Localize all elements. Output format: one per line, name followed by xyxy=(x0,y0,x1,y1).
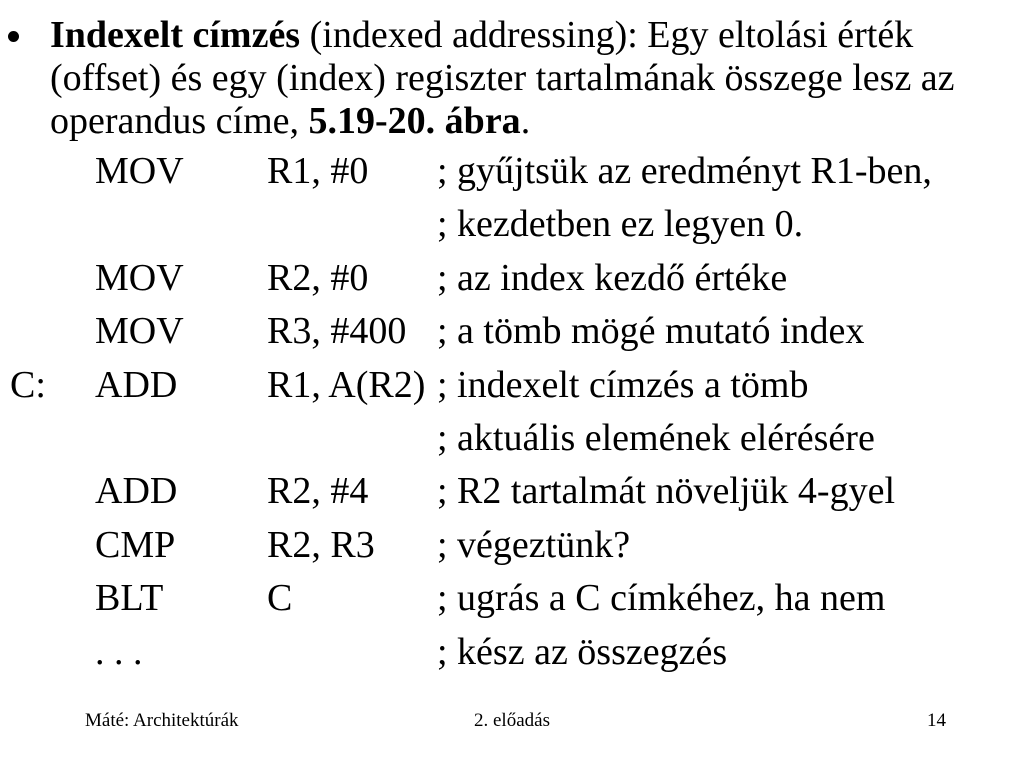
code-row xyxy=(0,412,1024,465)
code-label xyxy=(10,519,95,572)
code-comment: ; aktuális elemének elérésére xyxy=(437,417,875,460)
code-row xyxy=(0,626,1024,679)
code-operands: R2, #4 xyxy=(267,470,369,513)
intro-line xyxy=(50,57,1016,100)
code-label xyxy=(10,572,95,625)
code-mnemonic: ADD xyxy=(95,470,178,513)
intro-line xyxy=(50,14,1016,57)
footer-lecture: 2. előadás xyxy=(474,710,550,731)
code-label xyxy=(10,252,95,305)
code-mnemonic: ADD xyxy=(95,363,178,406)
code-row xyxy=(0,465,1024,518)
bullet-icon xyxy=(8,31,19,42)
code-operands: R3, #400 xyxy=(267,310,407,353)
code-comment: ; kész az összegzés xyxy=(437,630,728,673)
code-comment: ; az index kezdő értéke xyxy=(437,256,788,299)
code-row xyxy=(0,519,1024,572)
code-comment: ; gyűjtsük az eredményt R1-ben, xyxy=(437,150,932,192)
intro-text-run: . xyxy=(520,100,531,142)
code-mnemonic: MOV xyxy=(95,256,184,299)
code-comment: ; ugrás a C címkéhez, ha nem xyxy=(437,577,886,620)
intro-line xyxy=(50,100,1016,143)
code-row xyxy=(0,145,1024,198)
code-label xyxy=(10,626,95,679)
code-label: C: xyxy=(10,363,46,406)
footer-author: Máté: Architektúrák xyxy=(85,710,239,731)
code-mnemonic: MOV xyxy=(95,310,184,353)
code-comment: ; a tömb mögé mutató index xyxy=(437,310,865,353)
code-operands: C xyxy=(267,577,293,620)
code-operands: R2, R3 xyxy=(267,523,375,566)
code-row xyxy=(0,305,1024,358)
intro-bold-run: Indexelt címzés xyxy=(50,14,301,56)
footer-page-number: 14 xyxy=(927,710,946,731)
code-label xyxy=(10,305,95,358)
code-comment: ; végeztünk? xyxy=(437,523,631,566)
code-mnemonic xyxy=(95,412,267,465)
intro-text-run: operandus címe, xyxy=(50,100,309,142)
code-comment: ; indexelt címzés a tömb xyxy=(437,363,809,406)
code-label xyxy=(10,145,95,198)
code-comment: ; kezdetben ez legyen 0. xyxy=(437,203,804,246)
code-mnemonic xyxy=(95,198,267,251)
code-operands xyxy=(267,626,437,679)
intro-text-run: (offset) és egy (index) regiszter tartalmának összege lesz az xyxy=(50,57,955,99)
code-operands xyxy=(267,412,437,465)
code-operands xyxy=(267,198,437,251)
code-operands: R1, A(R2) xyxy=(267,363,426,406)
code-row xyxy=(0,359,1024,412)
code-row xyxy=(0,252,1024,305)
code-operands: R2, #0 xyxy=(267,256,369,299)
bullet-paragraph xyxy=(50,14,1016,143)
code-comment: ; R2 tartalmát növeljük 4-gyel xyxy=(437,470,896,513)
code-row xyxy=(0,198,1024,251)
intro-bold-run: 5.19-20. ábra xyxy=(308,100,521,142)
code-label xyxy=(10,198,95,251)
code-mnemonic: MOV xyxy=(95,150,184,192)
code-label xyxy=(10,465,95,518)
code-mnemonic: BLT xyxy=(95,577,164,620)
code-row xyxy=(0,572,1024,625)
code-mnemonic: . . . xyxy=(95,630,143,673)
code-operands: R1, #0 xyxy=(267,150,369,192)
code-listing xyxy=(0,145,1024,679)
code-mnemonic: CMP xyxy=(95,523,176,566)
code-label xyxy=(10,412,95,465)
intro-text-run: (indexed addressing): Egy eltolási érték xyxy=(300,14,914,56)
